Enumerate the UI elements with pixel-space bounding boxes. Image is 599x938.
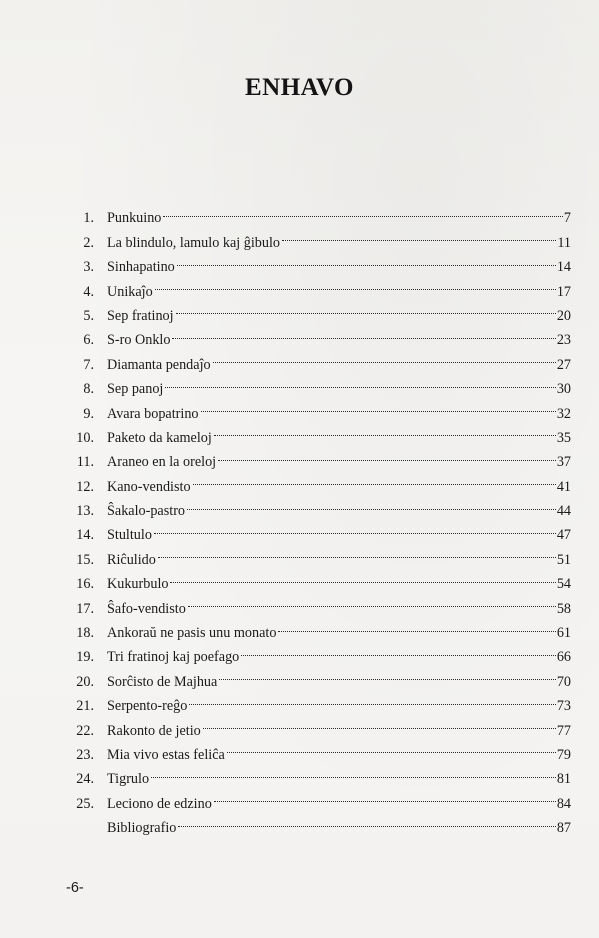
toc-entry [66,442,571,471]
toc-entry-number: 7. [83,356,94,373]
dot-leader [178,808,555,832]
toc-entry-number: 9. [83,405,94,422]
toc-entry-title: Ankoraŭ ne pasis unu monato [107,625,277,642]
toc-entry-title: Kano-vendisto [107,478,191,495]
toc-entry-page: 84 [556,795,571,812]
toc-entry-page: 14 [556,259,571,276]
toc-entry-title: Sorĉisto de Majhua [107,673,218,690]
toc-entry-title: Unikaĵo [107,283,153,300]
toc-entry-number: 19. [76,649,94,666]
toc-entry [66,710,571,739]
toc-entry-number: 18. [76,625,94,642]
toc-entry-number: 24. [76,771,94,788]
toc-entry-page: 11 [557,234,571,251]
toc-entry [66,759,571,788]
toc-entry [66,320,571,349]
toc-entry-page: 7 [563,210,571,227]
toc-entry [66,369,571,398]
dot-leader [214,783,556,807]
toc-entry-title: Diamanta pendaĵo [107,356,211,373]
table-of-contents [66,198,571,837]
page-number: -6- [66,880,84,896]
toc-entry-number: 2. [83,234,94,251]
toc-entry-number: 17. [76,600,94,617]
toc-entry-number: 22. [76,722,94,739]
toc-entry [66,613,571,642]
dot-leader [219,661,555,685]
toc-entry [66,539,571,568]
dot-leader [154,515,556,539]
dot-leader [189,686,555,710]
toc-entry-title: Leciono de edzino [107,795,212,812]
toc-entry-number: 13. [76,503,94,520]
toc-entry-number: 16. [76,576,94,593]
toc-entry [66,783,571,812]
dot-leader [201,393,556,417]
toc-entry-number: 11. [76,454,94,471]
toc-entry [66,735,571,763]
toc-entry [66,686,571,715]
toc-entry-page: 47 [556,527,571,544]
toc-entry [66,418,571,446]
toc-entry-title: Tri fratinoj kaj poefago [107,649,240,666]
dot-leader [151,759,556,783]
toc-entry-title: Riĉulido [107,551,156,568]
toc-entry-page: 37 [556,454,571,471]
toc-entry-page: 81 [556,771,571,788]
toc-entry-number: 12. [76,478,94,495]
toc-entry-number: 5. [83,307,94,324]
dot-leader [282,222,556,246]
dot-leader [155,271,556,295]
toc-entry-title: Ŝafo-vendisto [107,600,186,617]
toc-entry-page: 79 [556,746,571,763]
toc-entry-page: 32 [556,405,571,422]
toc-entry-title: S-ro Onklo [107,332,171,349]
toc-entry [66,296,571,324]
dot-leader [193,466,556,490]
toc-entry-number: 20. [76,673,94,690]
dot-leader [163,198,563,222]
dot-leader [187,491,556,515]
toc-entry [66,466,571,495]
toc-entry-page: 66 [556,649,571,666]
toc-entry-title: La blindulo, lamulo kaj ĝibulo [107,234,280,251]
toc-entry-page: 70 [556,673,571,690]
toc-entry-title: Punkuino [107,210,162,227]
toc-entry-title: Mia vivo estas feliĉa [107,746,225,763]
toc-entry-number: 1. [83,210,94,227]
dot-leader [214,418,556,442]
toc-entry [66,808,571,837]
toc-entry-page: 61 [556,625,571,642]
toc-entry-number: 15. [76,551,94,568]
toc-entry-page: 17 [556,283,571,300]
toc-entry-title: Tigrulo [107,771,150,788]
toc-entry [66,515,571,544]
toc-entry-title: Araneo en la oreloj [107,454,217,471]
toc-entry-title: Rakonto de jetio [107,722,201,739]
toc-entry-title: Sep panoj [107,381,164,398]
toc-entry-number: 14. [76,527,94,544]
toc-entry-title: Sinhapatino [107,259,175,276]
toc-entry-page: 51 [556,551,571,568]
dot-leader [158,539,556,563]
toc-entry-number: 10. [76,429,94,446]
dot-leader [170,564,555,588]
toc-entry-title: Kukurbulo [107,576,169,593]
toc-entry-number: 6. [83,332,94,349]
toc-entry-number: 3. [83,259,94,276]
toc-entry [66,344,571,373]
toc-entry-page: 41 [556,478,571,495]
dot-leader [172,320,555,344]
toc-entry-page: 44 [556,503,571,520]
dot-leader [278,613,555,637]
toc-entry [66,222,571,251]
toc-entry-number: 25. [76,795,94,812]
dot-leader [165,369,555,393]
toc-entry [66,271,571,300]
toc-entry-number: 8. [83,381,94,398]
toc-entry-page: 30 [556,381,571,398]
toc-entry-page: 77 [556,722,571,739]
toc-entry-page: 58 [556,600,571,617]
toc-entry-title: Stultulo [107,527,152,544]
toc-entry-title: Serpento-reĝo [107,698,188,715]
toc-entry-page: 35 [556,429,571,446]
toc-entry [66,564,571,593]
dot-leader [176,296,556,320]
toc-entry-page: 20 [556,307,571,324]
toc-entry [66,393,571,422]
toc-entry-page: 87 [556,820,571,837]
toc-entry-page: 73 [556,698,571,715]
toc-entry [66,637,571,666]
dot-leader [203,710,556,734]
dot-leader [188,588,556,612]
toc-entry-number: 21. [76,698,94,715]
toc-entry-number: 23. [76,746,94,763]
page-title: ENHAVO [244,74,354,101]
toc-entry-number: 4. [83,283,94,300]
dot-leader [227,735,556,759]
toc-entry [66,247,571,276]
toc-entry [66,661,571,690]
toc-entry-page: 23 [556,332,571,349]
dot-leader [213,344,556,368]
toc-entry-title: Paketo da kameloj [107,429,212,446]
toc-entry-page: 27 [556,356,571,373]
toc-entry-title: Ŝakalo-pastro [107,503,186,520]
dot-leader [177,247,556,271]
dot-leader [241,637,556,661]
dot-leader [218,442,556,466]
toc-entry-title: Sep fratinoj [107,307,174,324]
toc-entry [66,491,571,520]
toc-entry-page: 54 [556,576,571,593]
toc-entry [66,198,571,227]
toc-entry-title: Bibliografio [107,820,177,837]
toc-entry-title: Avara bopatrino [107,405,199,422]
toc-entry [66,588,571,617]
